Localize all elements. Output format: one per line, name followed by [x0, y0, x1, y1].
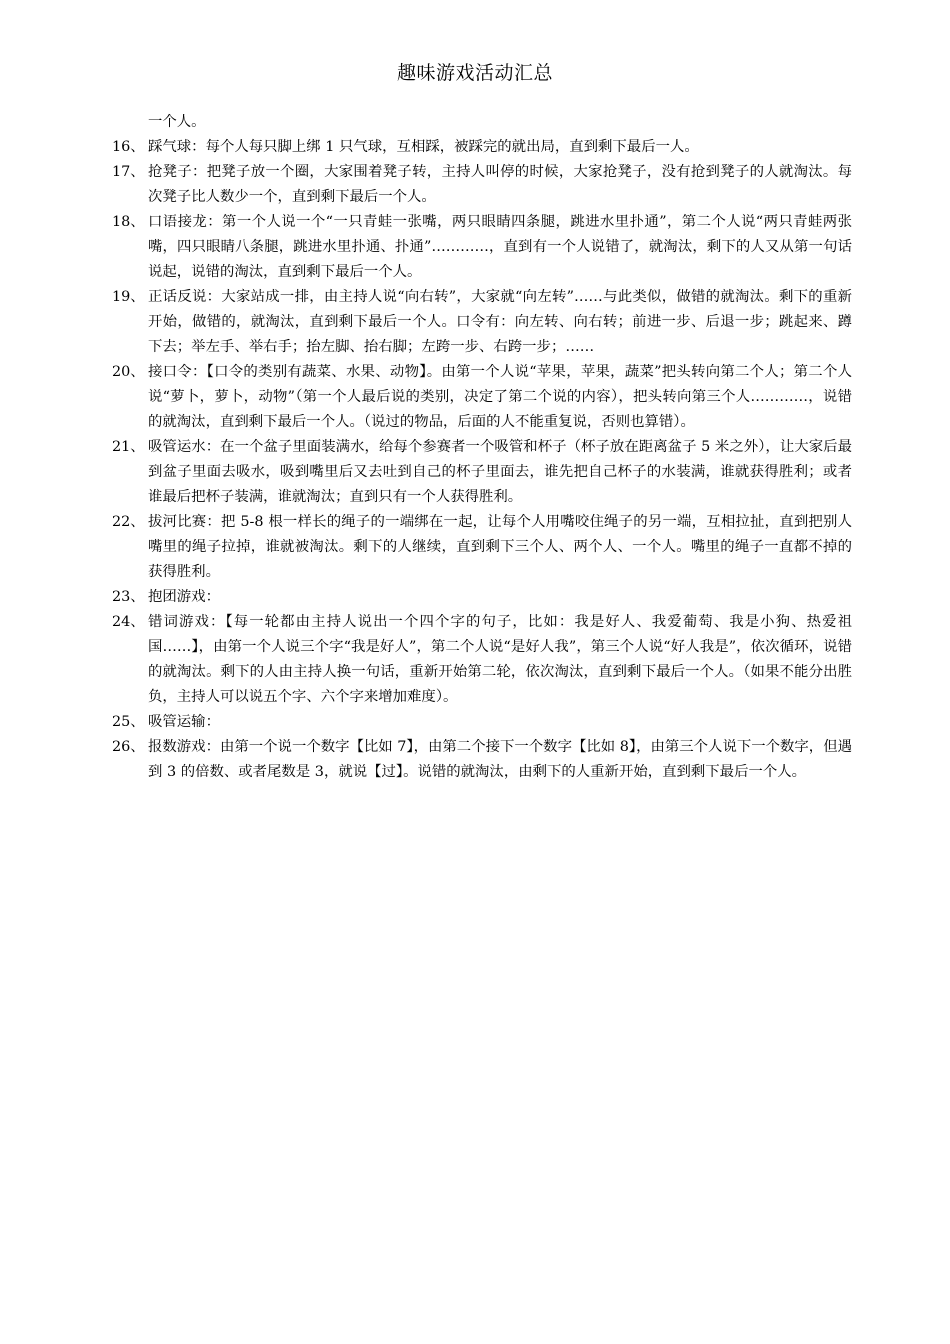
list-item-18	[112, 210, 852, 285]
item-number: 22、	[112, 514, 145, 530]
item-text: 正话反说：大家站成一排，由主持人说“向右转”，大家就“向左转”……与此类似，做错的就淘汰。剩下的重新开始，做错的，就淘汰，直到剩下最后一个人。口令有：向左转、向右转；前进一步、后退一步；跳起来、蹲下去；举左手、举右手；抬左脚、抬右脚；左跨一步、右跨一步；……	[148, 289, 852, 355]
item-text: 接口令：【口令的类别有蔬菜、水果、动物】。由第一个人说“苹果，苹果，蔬菜”把头转向第二个人；第二个人说“萝卜，萝卜，动物”（第一个人最后说的类别，决定了第二个说的内容），把头转向第三个人…………，说错的就淘汰，直到剩下最后一个人。（说过的物品，后面的人不能重复说，否则也算错）。	[148, 364, 852, 430]
item-number: 26、	[112, 739, 145, 755]
list-item-23	[112, 585, 852, 610]
item-number: 18、	[112, 214, 145, 230]
list-item-25	[112, 710, 852, 735]
item-number: 25、	[112, 714, 145, 730]
list-item-16	[112, 135, 852, 160]
list-item-17	[112, 160, 852, 210]
item-text: 口语接龙：第一个人说一个“一只青蛙一张嘴，两只眼睛四条腿，跳进水里扑通”，第二个人说“两只青蛙两张嘴，四只眼睛八条腿，跳进水里扑通、扑通”…………，直到有一个人说错了，就淘汰，剩下的人又从第一句话说起，说错的淘汰，直到剩下最后一个人。	[148, 214, 852, 280]
item-number: 16、	[112, 139, 145, 155]
item-text: 抢凳子：把凳子放一个圈，大家围着凳子转，主持人叫停的时候，大家抢凳子，没有抢到凳子的人就淘汰。每次凳子比人数少一个，直到剩下最后一个人。	[148, 164, 852, 205]
item-text: 抱团游戏：	[148, 589, 220, 605]
continuation-text: 一个人。	[148, 114, 206, 130]
list-item-19	[112, 285, 852, 360]
document-body	[112, 110, 852, 785]
item-text: 吸管运水：在一个盆子里面装满水，给每个参赛者一个吸管和杯子（杯子放在距离盆子 5 米之外），让大家后最到盆子里面去吸水，吸到嘴里后又去吐到自己的杯子里面去，谁先把自己杯子的水装满，谁就获得胜利；或者谁最后把杯子装满，谁就淘汰；直到只有一个人获得胜利。	[148, 439, 852, 505]
document-title: 趣味游戏活动汇总	[396, 62, 553, 84]
list-item-21	[112, 435, 852, 510]
item-number: 21、	[112, 439, 145, 455]
item-number: 23、	[112, 589, 145, 605]
list-item-26	[112, 735, 852, 785]
list-item-20	[112, 360, 852, 435]
item-text: 报数游戏：由第一个说一个数字【比如 7】，由第二个接下一个数字【比如 8】，由第三个人说下一个数字，但遇到 3 的倍数、或者尾数是 3，就说【过】。说错的就淘汰，由剩下的人重新开始，直到剩下最后一个人。	[148, 739, 852, 780]
item-text: 踩气球：每个人每只脚上绑 1 只气球，互相踩，被踩完的就出局，直到剩下最后一人。	[148, 139, 699, 155]
item-number: 19、	[112, 289, 145, 305]
item-text: 拔河比赛：把 5-8 根一样长的绳子的一端绑在一起，让每个人用嘴咬住绳子的另一端，互相拉扯，直到把别人嘴里的绳子拉掉，谁就被淘汰。剩下的人继续，直到剩下三个人、两个人、一个人。嘴里的绳子一直都不掉的获得胜利。	[148, 514, 852, 580]
item-text: 吸管运输：	[148, 714, 220, 730]
item-number: 24、	[112, 614, 145, 630]
item-text: 错词游戏：【每一轮都由主持人说出一个四个字的句子，比如：我是好人、我爱葡萄、我是小狗、热爱祖国……】，由第一个人说三个字“我是好人”，第二个人说“是好人我”，第三个人说“好人我是”，依次循环，说错的就淘汰。剩下的人由主持人换一句话，重新开始第二轮，依次淘汰，直到剩下最后一个人。（如果不能分出胜负，主持人可以说五个字、六个字来增加难度）。	[148, 614, 852, 705]
item-number: 20、	[112, 364, 145, 380]
list-item-22	[112, 510, 852, 585]
list-item-24	[112, 610, 852, 710]
item-number: 17、	[112, 164, 145, 180]
